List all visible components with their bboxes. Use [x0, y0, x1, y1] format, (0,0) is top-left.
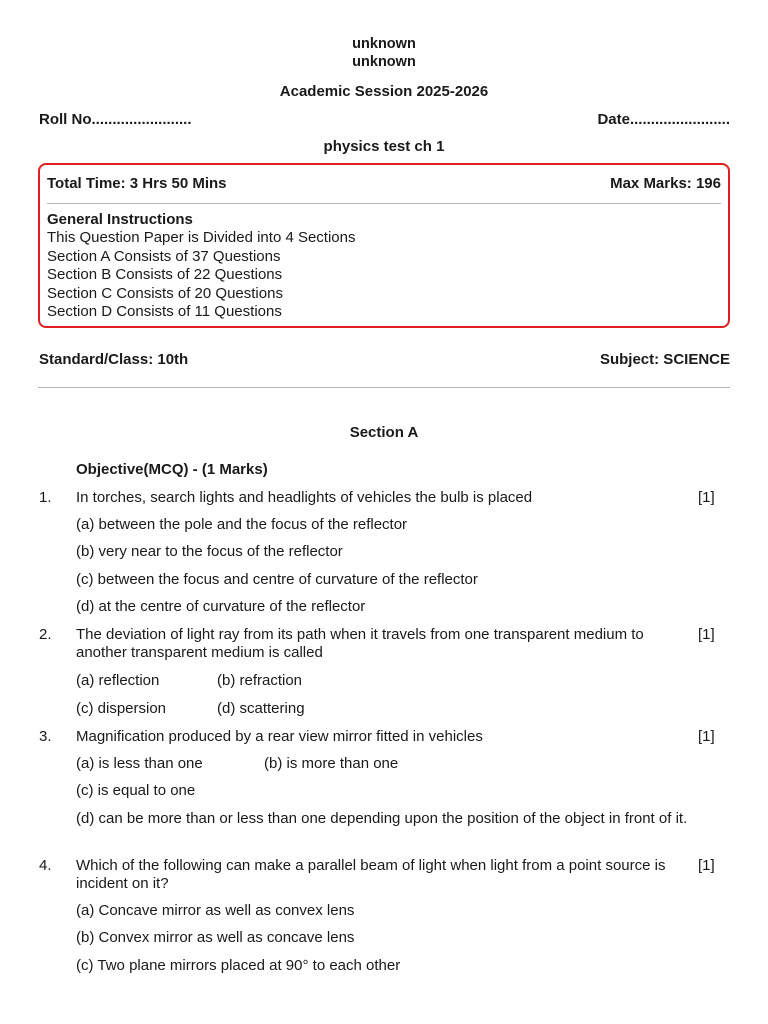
test-title: physics test ch 1 — [323, 138, 445, 155]
roll-no-field: Roll No........................ — [39, 111, 192, 128]
instruction-line: Section B Consists of 22 Questions — [47, 266, 283, 284]
total-time: Total Time: 3 Hrs 50 Mins — [47, 175, 227, 192]
option: (d) scattering — [217, 700, 305, 717]
option: (b) very near to the focus of the reflector — [76, 543, 343, 560]
question-number: 2. — [39, 626, 52, 643]
instruction-line: This Question Paper is Divided into 4 Sections — [47, 229, 356, 247]
class-subject-row — [39, 351, 730, 368]
question-text: In torches, search lights and headlights of vehicles the bulb is placed — [76, 489, 533, 506]
section-subheading: Objective(MCQ) - (1 Marks) — [76, 461, 268, 478]
option: (c) Two plane mirrors placed at 90° to each other — [76, 957, 401, 974]
question-text: Which of the following can make a parallel beam of light when light from a point source is incident on it? — [76, 857, 666, 892]
option: (a) between the pole and the focus of the reflector — [76, 516, 408, 533]
option: (d) can be more than or less than one depending upon the position of the object in front of it. — [76, 810, 688, 827]
instructions-title: General Instructions — [47, 211, 193, 228]
time-marks-row — [47, 175, 721, 192]
option: (a) Concave mirror as well as convex lens — [76, 902, 355, 919]
instruction-line: Section A Consists of 37 Questions — [47, 247, 281, 265]
question-number: 3. — [39, 728, 52, 745]
institution-name — [0, 35, 768, 71]
question-marks: [1] — [698, 489, 715, 506]
subject: Subject: SCIENCE — [599, 351, 730, 368]
instructions-box — [38, 163, 730, 328]
box-divider — [47, 203, 721, 204]
option: (b) Convex mirror as well as concave lens — [76, 929, 355, 946]
roll-date-row — [39, 111, 730, 128]
option: (a) is less than one — [76, 755, 203, 772]
question-text: The deviation of light ray from its path when it travels from one transparent medium to another transparent medium is called — [76, 626, 644, 661]
question-number: 1. — [39, 489, 52, 506]
institution-line-2: unknown — [352, 54, 416, 70]
institution-line-1: unknown — [352, 36, 416, 52]
general-instructions — [47, 211, 721, 321]
option: (a) reflection — [76, 672, 160, 689]
standard-class: Standard/Class: 10th — [39, 351, 189, 368]
divider — [38, 387, 730, 388]
instruction-line: Section C Consists of 20 Questions — [47, 284, 283, 302]
academic-session: Academic Session 2025-2026 — [279, 83, 489, 100]
question-marks: [1] — [698, 728, 715, 745]
option: (d) at the centre of curvature of the reflector — [76, 598, 366, 615]
option: (b) is more than one — [264, 755, 399, 772]
question-marks: [1] — [698, 626, 715, 643]
instruction-line: Section D Consists of 11 Questions — [47, 303, 282, 321]
option: (c) dispersion — [76, 700, 167, 717]
option: (c) between the focus and centre of curvature of the reflector — [76, 571, 478, 588]
option: (b) refraction — [217, 672, 303, 689]
option: (c) is equal to one — [76, 782, 196, 799]
section-title: Section A — [349, 424, 419, 441]
question-text: Magnification produced by a rear view mirror fitted in vehicles — [76, 728, 483, 745]
max-marks: Max Marks: 196 — [610, 175, 721, 192]
question-marks: [1] — [698, 857, 715, 874]
question-number: 4. — [39, 857, 52, 874]
date-field: Date........................ — [597, 111, 730, 128]
